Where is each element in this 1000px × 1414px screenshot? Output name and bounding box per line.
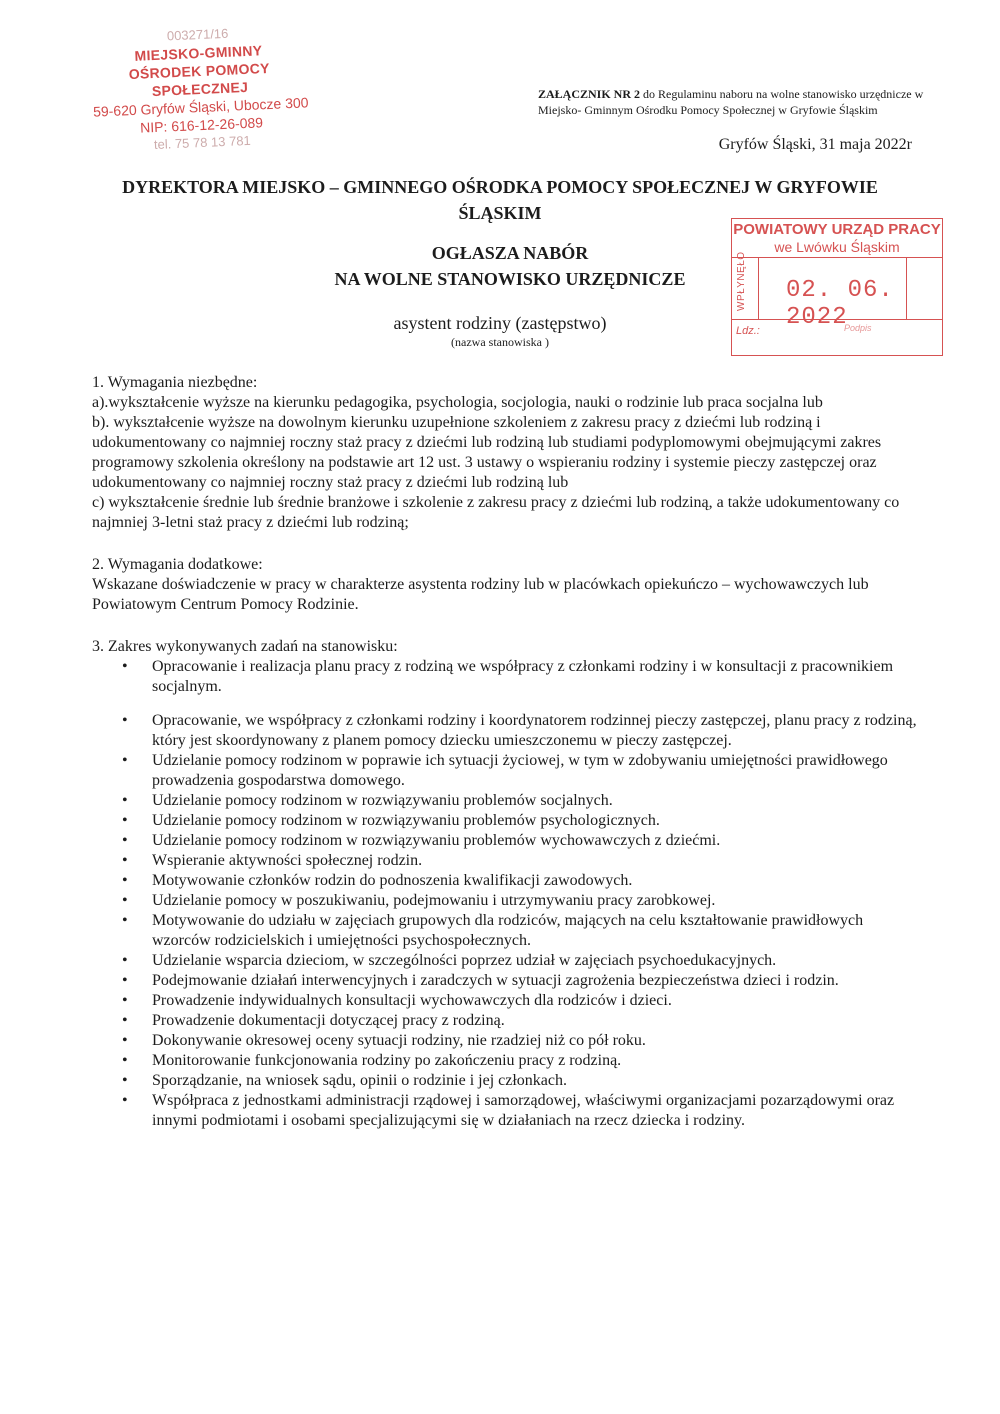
- section1-item-a: a).wykształcenie wyższe na kierunku pedagogika, psychologia, socjologia, nauki o rodzinie lub praca socjalna lub: [92, 394, 823, 411]
- stamp-divider-top: [732, 257, 942, 258]
- announcement-line1: OGŁASZA NABÓR: [431, 243, 589, 263]
- bullet-icon: •: [122, 832, 128, 849]
- position-name: asystent rodziny (zastępstwo): [393, 313, 607, 333]
- bullet-icon: •: [122, 1032, 128, 1049]
- bullet-icon: •: [122, 972, 128, 989]
- list-item: [122, 791, 922, 811]
- bullet-icon: •: [122, 912, 128, 929]
- section1-item-c: c) wykształcenie średnie lub średnie branżowe i szkolenie z zakresu pracy z dziećmi lub rodziną, a także udokumentowany co najmniej 3-letni staż pracy z dziećmi lub rodziną;: [92, 494, 900, 531]
- list-item: [122, 891, 922, 911]
- receipt-stamp-signature: Podpis: [844, 323, 872, 333]
- list-item: [122, 711, 922, 751]
- attachment-description: do Regulaminu naboru na wolne stanowisko urzędnicze w Miejsko- Gminnym Ośrodku Pomocy Społecznej w Gryfowie Śląskim: [538, 87, 924, 117]
- stamp-divider-bottom: [732, 319, 942, 320]
- bullet-icon: •: [122, 872, 128, 889]
- receipt-stamp-received-label: WPŁYNĘŁO: [736, 251, 747, 311]
- bullet-icon: •: [122, 992, 128, 1009]
- task-text: Motywowanie członków rodzin do podnoszenia kwalifikacji zawodowych.: [152, 872, 633, 889]
- task-text: Dokonywanie okresowej oceny sytuacji rodziny, nie rzadziej niż co pół roku.: [152, 1032, 646, 1049]
- section3-title: 3. Zakres wykonywanych zadań na stanowisku:: [92, 638, 398, 655]
- task-text: Udzielanie pomocy rodzinom w rozwiązywaniu problemów psychologicznych.: [152, 812, 660, 829]
- list-item: [122, 871, 922, 891]
- task-text: Opracowanie i realizacja planu pracy z rodziną we współpracy z członkami rodziny i w konsultacji z pracownikiem socjalnym.: [152, 658, 894, 695]
- spacer: [92, 533, 922, 555]
- task-text: Udzielanie pomocy w poszukiwaniu, podejmowaniu i utrzymywaniu pracy zarobkowej.: [152, 892, 716, 909]
- list-item: [122, 811, 922, 831]
- task-text: Udzielanie pomocy rodzinom w poprawie ich sytuacji życiowej, w tym w zdobywaniu umiejętności prawidłowego prowadzenia gospodarstwa domowego.: [152, 752, 888, 789]
- list-item: [122, 991, 922, 1011]
- stamp-name-line1: MIEJSKO-GMINNY: [134, 42, 263, 64]
- bullet-icon: •: [122, 792, 128, 809]
- receipt-stamp-date: 02. 06. 2022: [786, 277, 894, 331]
- institution-stamp: [77, 21, 322, 157]
- attachment-number: ZAŁĄCZNIK NR 2: [538, 87, 641, 101]
- receipt-stamp-office: POWIATOWY URZĄD PRACY: [733, 221, 941, 238]
- list-item: [122, 657, 922, 697]
- task-text: Sporządzanie, na wniosek sądu, opinii o rodzinie i jej członkach.: [152, 1072, 567, 1089]
- task-text: Udzielanie pomocy rodzinom w rozwiązywaniu problemów socjalnych.: [152, 792, 613, 809]
- list-item: [122, 1031, 922, 1051]
- stamp-phone: tel. 75 78 13 781: [153, 132, 252, 153]
- place-and-date: Gryfów Śląski, 31 maja 2022r: [718, 136, 912, 153]
- task-text: Podejmowanie działań interwencyjnych i zaradczych w sytuacji zagrożenia bezpieczeństwa dzieci i rodzin.: [152, 972, 839, 989]
- bullet-icon: •: [122, 1012, 128, 1029]
- bullet-icon: •: [122, 1052, 128, 1069]
- bullet-icon: •: [122, 1092, 128, 1109]
- task-text: Prowadzenie dokumentacji dotyczącej pracy z rodziną.: [152, 1012, 505, 1029]
- bullet-icon: •: [122, 892, 128, 909]
- stamp-divider-left: [758, 257, 759, 319]
- list-item: [122, 851, 922, 871]
- announcement-line2: NA WOLNE STANOWISKO URZĘDNICZE: [334, 269, 686, 289]
- section2-title: 2. Wymagania dodatkowe:: [92, 556, 263, 573]
- section1-title: 1. Wymagania niezbędne:: [92, 374, 258, 391]
- list-item: [122, 1051, 922, 1071]
- spacer: [92, 615, 922, 637]
- attachment-note: [538, 86, 938, 118]
- stamp-number: 003271/16: [166, 25, 229, 44]
- list-item: [122, 911, 922, 951]
- task-text: Udzielanie pomocy rodzinom w rozwiązywaniu problemów wychowawczych z dziećmi.: [152, 832, 721, 849]
- task-text: Udzielanie wsparcia dzieciom, w szczególności poprzez udział w zajęciach psychoedukacyjnych.: [152, 952, 777, 969]
- bullet-icon: •: [122, 712, 128, 729]
- task-text: Współpraca z jednostkami administracji rządowej i samorządowej, właściwymi organizacjami pozarządowymi oraz innymi podmiotami i osobami specjalizującymi się w działaniach na rzecz dziecka i rodziny.: [152, 1092, 895, 1129]
- bullet-icon: •: [122, 752, 128, 769]
- stamp-address: 59-620 Gryfów Śląski, Ubocze 300: [92, 94, 309, 120]
- section1-item-b: b). wykształcenie wyższe na dowolnym kierunku uzupełnione szkoleniem z zakresu pracy z dziećmi lub rodziną i udokumentowany co najmniej roczny staż pracy z dziećmi lub rodziną lub studiami podyplomowymi obejmującymi zakres programowy szkolenia określony na podstawie art 12 ust. 3 ustawy o wspieraniu rodziny i systemie pieczy zastępczej oraz udokumentowany co najmniej roczny staż pracy z dziećmi lub rodziną lub: [92, 414, 882, 491]
- list-item: [122, 971, 922, 991]
- list-item: [122, 1011, 922, 1031]
- stamp-name-line2: OŚRODEK POMOCY SPOŁECZNEJ: [128, 59, 271, 100]
- receipt-stamp-ldz-label: Ldz.:: [736, 325, 760, 337]
- document-body: [92, 373, 922, 1131]
- task-text: Monitorowanie funkcjonowania rodziny po zakończeniu pracy z rodziną.: [152, 1052, 622, 1069]
- receipt-stamp: [731, 218, 943, 356]
- receipt-stamp-place: we Lwówku Śląskim: [774, 239, 900, 255]
- announcement-title: [290, 240, 730, 292]
- issuer-heading: DYREKTORA MIEJSKO – GMINNEGO OŚRODKA POMOCY SPOŁECZNEJ W GRYFOWIE ŚLĄSKIM: [122, 177, 878, 223]
- list-item: [122, 951, 922, 971]
- bullet-icon: •: [122, 658, 128, 675]
- bullet-icon: •: [122, 852, 128, 869]
- task-list: [92, 657, 922, 1131]
- stamp-nip: NIP: 616-12-26-089: [139, 114, 264, 136]
- bullet-icon: •: [122, 812, 128, 829]
- task-text: Prowadzenie indywidualnych konsultacji wychowawczych dla rodziców i dzieci.: [152, 992, 672, 1009]
- section2-text: Wskazane doświadczenie w pracy w charakterze asystenta rodziny lub w placówkach opiekuńczo – wychowawczych lub Powiatowym Centrum Pomocy Rodzinie.: [92, 576, 869, 613]
- list-item: [122, 751, 922, 791]
- list-item: [122, 1071, 922, 1091]
- list-item: [122, 831, 922, 851]
- task-text: Motywowanie do udziału w zajęciach grupowych dla rodziców, mających na celu kształtowanie prawidłowych wzorców rodzicielskich i umiejętności psychospołecznych.: [152, 912, 864, 949]
- bullet-icon: •: [122, 1072, 128, 1089]
- position-caption: (nazwa stanowiska ): [451, 335, 549, 349]
- list-item: [122, 1091, 922, 1131]
- task-text: Wspieranie aktywności społecznej rodzin.: [152, 852, 423, 869]
- bullet-icon: •: [122, 952, 128, 969]
- task-text: Opracowanie, we współpracy z członkami rodziny i koordynatorem rodzinnej pieczy zastępczej, planu pracy z rodziną, który jest skoordynowany z planem pomocy dziecku umieszczonemu w pieczy zastępczej.: [152, 712, 917, 749]
- position-block: [330, 312, 670, 350]
